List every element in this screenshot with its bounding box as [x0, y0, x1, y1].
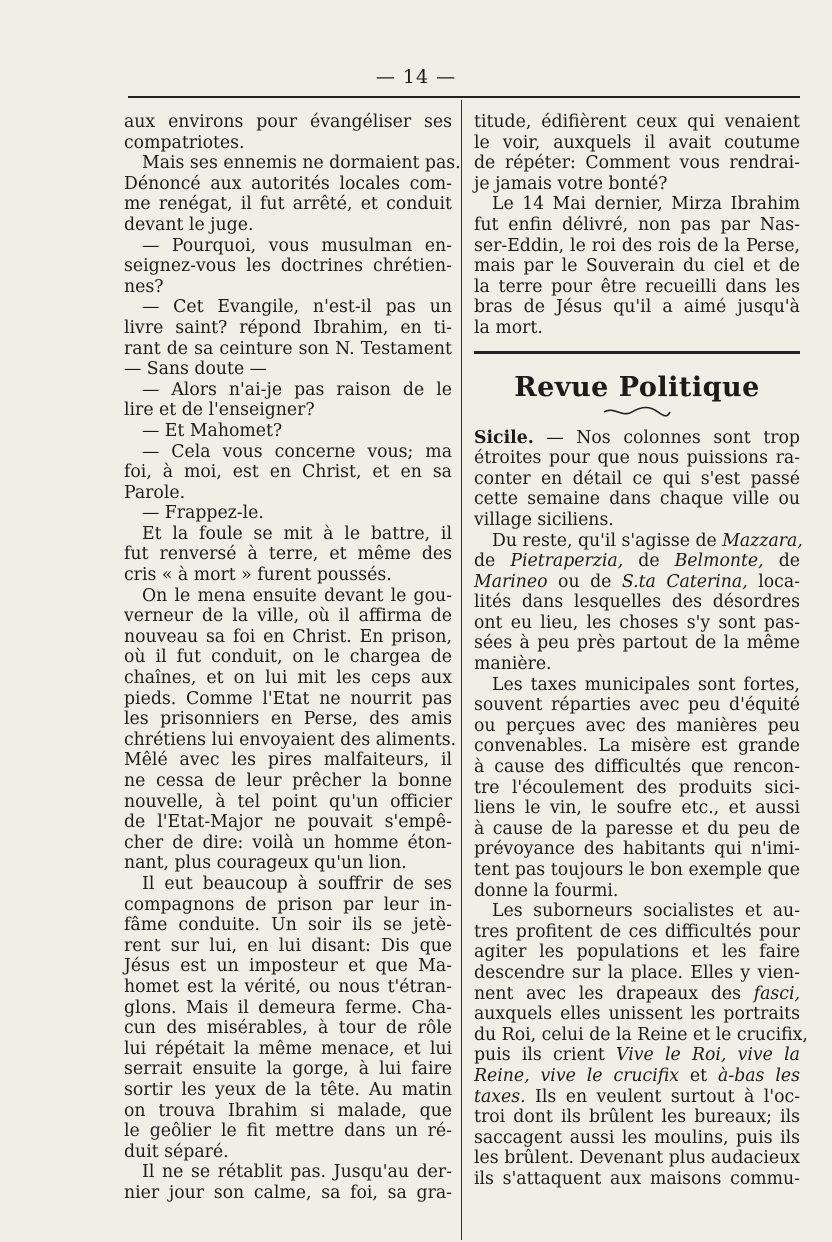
text-line: — Sans doute — [124, 359, 267, 380]
text-line: aux environs pour évangéliser ses [124, 112, 452, 132]
place-name: S.ta Caterina, [621, 571, 748, 592]
text-line: ne cessa de leur prêcher la bonne [124, 771, 452, 791]
text-line: me renégat, il fut arrêté, et conduit [124, 194, 452, 215]
page-number: — 14 — [375, 66, 457, 88]
text-line: verneur de la ville, où il affirma de [124, 606, 452, 627]
text-line [474, 551, 800, 572]
text-line: — Frappez-le. [142, 503, 264, 524]
text-line: pieds. Comme l'Etat ne nourrit pas [124, 688, 452, 709]
text-fragment: de [623, 551, 675, 572]
text-line: devant le juge. [124, 214, 254, 235]
text-line: du Roi, celui de la Reine et le crucifix, [474, 1024, 808, 1045]
text-fragment: puis ils crient [474, 1045, 617, 1066]
text-line: Parole. [124, 482, 186, 503]
text-line: Les suborneurs socialistes et au- [492, 901, 800, 922]
text-fragment: loca- [747, 571, 800, 592]
place-name: Marineo [474, 571, 548, 592]
text-line: chaînes, et on lui mit les ceps aux [124, 668, 452, 689]
left-column [124, 112, 461, 1203]
place-name: Pietraperzia, [510, 551, 624, 572]
header-rule [128, 96, 800, 98]
text-line: le geôlier le fit mettre dans un ré- [124, 1121, 452, 1142]
text-line: souvent réparties avec peu d'équité [474, 695, 800, 716]
slogan-text: taxes. [474, 1086, 526, 1107]
slogan-text: à-bas les [718, 1065, 800, 1086]
text-line: fut renversé à terre, et même des [124, 544, 452, 565]
text-fragment: et [679, 1065, 719, 1086]
text-line: — Cet Evangile, n'est-il pas un [142, 297, 452, 318]
text-line: liens le vin, le soufre etc., et aussi [474, 798, 800, 819]
text-line: nouvelle, à tel point qu'un officier [124, 791, 452, 812]
text-line: à cause des difficultés que rencon- [474, 757, 800, 778]
text-line: sortir les yeux de la tête. Au matin [124, 1079, 452, 1100]
text-line: duit séparé. [124, 1141, 229, 1162]
text-fragment: de [763, 551, 800, 572]
text-line: auxquels elles unissent les portraits [474, 1004, 800, 1025]
text-line [474, 530, 803, 552]
text-line: bras de Jésus qu'il a aimé jusqu'à [474, 297, 800, 318]
text-line: cun des misérables, à tour de rôle [124, 1018, 452, 1039]
text-line: cette semaine dans chaque ville ou [474, 489, 800, 510]
text-line: Jésus est un imposteur et que Ma- [124, 956, 452, 977]
text-line: agiter les populations et les faire [474, 942, 800, 963]
lead-word: Sicile. [474, 427, 534, 448]
text-line: Le 14 Mai dernier, Mirza Ibrahim [492, 194, 800, 215]
text-line: seignez-vous les doctrines chrétien- [124, 256, 452, 277]
text-line: nier jour son calme, sa foi, sa gra- [124, 1182, 452, 1203]
text-line: On le mena ensuite devant le gou- [142, 585, 452, 606]
flourish-ornament-icon [602, 406, 672, 418]
text-line: saccagent aussi les moulins, puis ils [474, 1127, 800, 1148]
text-line [474, 428, 800, 449]
text-line: tres profitent de ces difficultés pour [474, 921, 800, 942]
text-line: je jamais votre bonté? [474, 173, 668, 194]
text-line: étroites pour que nous puissions ra- [474, 448, 800, 469]
text-line: descendre sur la place. Elles y vien- [474, 962, 800, 983]
text-line: homet est la vérité, ou nous t'étran- [124, 976, 452, 997]
text-line: — Alors n'ai-je pas raison de le [142, 379, 452, 400]
column-divider [461, 100, 462, 1240]
slogan-text: Vive le Roi, vive la [616, 1045, 800, 1066]
text-line: conter en détail ce qui s'est passé [474, 468, 800, 489]
text-line: lire et de l'enseigner? [124, 400, 315, 421]
italic-term: fasci, [753, 983, 800, 1004]
text-line [474, 572, 800, 593]
text-line: prévoyance des habitants qui n'imi- [474, 839, 800, 860]
text-line: — Pourquoi, vous musulman en- [142, 235, 452, 256]
text-line: Et la foule se mit à le battre, il [142, 523, 452, 544]
slogan-text: Reine, vive le crucifix [474, 1065, 679, 1086]
place-name: Mazzara, [722, 530, 803, 551]
text-line: cris « à mort » furent poussés. [124, 565, 392, 586]
text-line: de l'Etat-Major ne pouvait s'empê- [124, 812, 452, 833]
text-line: Il eut beaucoup à souffrir de ses [142, 873, 452, 894]
place-name: Belmonte, [674, 551, 764, 572]
text-line: lui répétait la même menace, et lui [124, 1038, 452, 1059]
article-ibrahim-conclusion [474, 112, 800, 339]
text-line: le voir, auxquels il avait coutume [474, 132, 800, 153]
article-sicile [474, 427, 808, 1190]
text-line: tent pas toujours le bon exemple que [474, 860, 800, 880]
text-line: nant, plus courageux qu'un lion. [124, 853, 407, 874]
text-line: troi dont ils brûlent les bureaux; ils [474, 1107, 800, 1128]
text-line: la mort. [474, 317, 543, 338]
text-line: nouveau sa foi en Christ. En prison, [124, 626, 452, 647]
text-line [474, 1066, 800, 1087]
text-line: lités dans lesquelles des désordres [474, 592, 800, 613]
text-line: — Cela vous concerne vous; ma [142, 441, 452, 462]
text-line: chrétiens lui envoyaient des aliments. [124, 729, 457, 750]
text-line: livre saint? répond Ibrahim, en ti- [124, 317, 452, 338]
text-fragment: nent avec les drapeaux des [474, 983, 754, 1004]
text-line: sées à peu près partout de la même [474, 633, 800, 654]
text-line: les prisonniers en Perse, des amis [124, 709, 452, 730]
text-line: on trouva Ibrahim si malade, que [124, 1100, 452, 1121]
text-line: titude, édifièrent ceux qui venaient [474, 112, 800, 132]
text-line: glons. Mais il demeura ferme. Cha- [124, 997, 452, 1018]
text-line: tre l'écoulement des produits sici- [474, 777, 800, 798]
text-line: ont eu lieu, les choses s'y sont pas- [474, 612, 800, 633]
text-line: Dénoncé aux autorités locales com- [124, 173, 452, 194]
text-line: donne la fourmi. [474, 880, 619, 901]
text-line: — Et Mahomet? [142, 420, 283, 441]
text-line: cher de dire: voilà un homme éton- [124, 832, 452, 853]
text-line: fut enfin délivré, non pas par Nas- [474, 214, 800, 235]
text-fragment: de [474, 551, 511, 572]
text-line: où il fut conduit, on le chargea de [124, 647, 452, 668]
text-line: Mais ses ennemis ne dormaient pas. [142, 153, 461, 174]
text-fragment: ou de [547, 571, 622, 592]
text-line: manière. [474, 654, 552, 675]
text-line: à cause de la paresse et du peu de [474, 818, 800, 839]
section-rule [474, 351, 800, 354]
right-column [474, 112, 808, 1190]
text-line: nes? [124, 276, 164, 297]
text-line: Mêlé avec les pires malfaiteurs, il [124, 750, 452, 771]
text-line: de répéter: Comment vous rendrai- [474, 153, 800, 174]
text-line: mais par le Souverain du ciel et de [474, 256, 800, 277]
text-line: Les taxes municipales sont fortes, [492, 674, 800, 695]
text-fragment: Du reste, qu'il s'agisse de [492, 530, 723, 551]
text-line: fâme conduite. Un soir ils se jetè- [124, 915, 452, 936]
text-line: rent sur lui, en lui disant: Dis que [124, 935, 452, 956]
text-line: compagnons de prison par leur in- [124, 894, 452, 915]
text-line [474, 1087, 800, 1108]
text-line: rant de sa ceinture son N. Testament [124, 338, 452, 359]
text-line: convenables. La misère est grande [474, 736, 800, 757]
text-line [474, 984, 800, 1005]
text-line: serrait ensuite la gorge, à lui faire [124, 1059, 452, 1080]
text-line: compatriotes. [124, 132, 245, 153]
text-fragment: — Nos colonnes sont trop [533, 427, 800, 448]
text-line: foi, à moi, est en Christ, et en sa [124, 462, 452, 483]
section-title: Revue Politique [514, 371, 760, 403]
text-line: ils s'attaquent aux maisons commu- [474, 1168, 800, 1189]
text-line: ser-Eddin, le roi des rois de la Perse, [474, 235, 800, 256]
text-line: les brûlent. Devenant plus audacieux [474, 1148, 800, 1169]
text-line: Il ne se rétablit pas. Jusqu'au der- [142, 1162, 452, 1183]
text-line: village siciliens. [474, 509, 614, 530]
text-line [474, 1045, 800, 1066]
text-line: la terre pour être recueilli dans les [474, 276, 800, 297]
text-line: ou perçues avec des manières peu [474, 715, 800, 736]
text-fragment: Ils en veulent surtout à l'oc- [525, 1086, 800, 1107]
